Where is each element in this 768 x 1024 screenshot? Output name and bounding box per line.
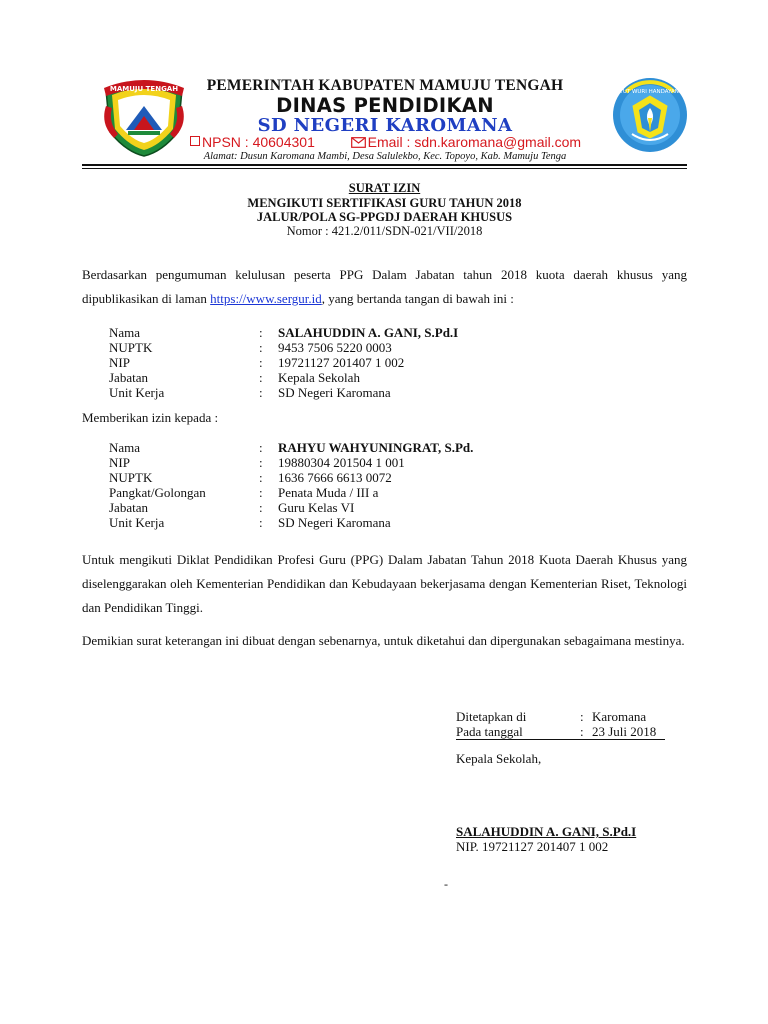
field-value: SALAHUDDIN A. GANI, S.Pd.I xyxy=(278,325,459,340)
signer-name: SALAHUDDIN A. GANI, S.Pd.I xyxy=(456,824,637,839)
field-value: Penata Muda / III a xyxy=(278,485,379,500)
signer-nip: NIP. 19721127 201407 1 002 xyxy=(456,839,609,854)
field-colon: : xyxy=(259,500,263,515)
field-colon: : xyxy=(259,355,263,370)
npsn-item xyxy=(190,134,315,150)
letter-heading: SURAT IZIN xyxy=(348,181,421,195)
email-item xyxy=(351,134,581,150)
field-colon: : xyxy=(259,370,263,385)
tut-wuri-handayani-logo xyxy=(610,76,690,154)
field-label: Unit Kerja xyxy=(109,515,165,530)
field-value: 19880304 201504 1 001 xyxy=(278,455,405,470)
email-text: Email : sdn.karomana@gmail.com xyxy=(367,134,582,150)
field-value: 19721127 201407 1 002 xyxy=(278,355,405,370)
intro-text-1: Berdasarkan pengumuman kelulusan peserta PPG Dalam Jabatan tahun 2018 kuota daerah khusus yang dipublikasikan di laman xyxy=(82,267,687,306)
field-colon: : xyxy=(259,440,263,455)
logo-left-text: MAMUJU TENGAH xyxy=(109,85,179,93)
trailing-mark: - xyxy=(444,877,448,891)
field-value: Guru Kelas VI xyxy=(278,500,355,515)
npsn-text: NPSN : 40604301 xyxy=(202,134,315,150)
field-value: 9453 7506 5220 0003 xyxy=(278,340,392,355)
school-name: SD NEGERI KAROMANA xyxy=(257,115,513,136)
field-colon: : xyxy=(259,340,263,355)
field-label: Nama xyxy=(109,325,141,340)
logo-right-text: TUT WURI HANDAYANI xyxy=(619,89,681,95)
date-label: Pada tanggal xyxy=(456,724,523,739)
field-colon: : xyxy=(259,485,263,500)
date-value: 23 Juli 2018 xyxy=(592,724,657,739)
government-name: PEMERINTAH KABUPATEN MAMUJU TENGAH xyxy=(206,77,564,94)
purpose-paragraph: Untuk mengikuti Diklat Pendidikan Profesi Guru (PPG) Dalam Jabatan Tahun 2018 Kuota Daerah Khusus yang diselenggarakan oleh Kementerian Pendidikan dan Kebudayaan bekerjasama dengan Kementerian Riset, Teknologi dan Pendidikan Tinggi. xyxy=(82,552,687,615)
place-label: Ditetapkan di xyxy=(456,709,527,724)
signer-position: Kepala Sekolah, xyxy=(456,751,542,766)
field-colon: : xyxy=(259,455,263,470)
field-label: Nama xyxy=(109,440,141,455)
field-colon: : xyxy=(259,470,263,485)
field-label: NUPTK xyxy=(109,340,153,355)
letterhead-divider-thin xyxy=(82,168,687,169)
place-colon: : xyxy=(580,709,584,724)
letter-subject-line-2: JALUR/POLA SG-PPGDJ DAERAH KHUSUS xyxy=(256,210,513,224)
field-value: 1636 7666 6613 0072 xyxy=(278,470,392,485)
field-label: Pangkat/Golongan xyxy=(109,485,206,500)
field-label: NIP xyxy=(109,355,130,370)
letterhead-divider-thick xyxy=(82,164,687,166)
field-value: SD Negeri Karomana xyxy=(278,385,391,400)
letter-subject-line-1: MENGIKUTI SERTIFIKASI GURU TAHUN 2018 xyxy=(247,196,522,210)
field-colon: : xyxy=(259,515,263,530)
field-colon: : xyxy=(259,325,263,340)
field-label: Jabatan xyxy=(109,500,148,515)
field-label: Jabatan xyxy=(109,370,148,385)
school-address: Alamat: Dusun Karomana Mambi, Desa Salulekbo, Kec. Topoyo, Kab. Mamuju Tenga xyxy=(203,151,567,162)
envelope-icon xyxy=(351,137,366,148)
sergur-link[interactable]: https://www.sergur.id xyxy=(210,291,322,306)
closing-paragraph: Demikian surat keterangan ini dibuat dengan sebenarnya, untuk diketahui dan dipergunakan sebagaimana mestinya. xyxy=(82,633,685,648)
letter-number: Nomor : 421.2/011/SDN-021/VII/2018 xyxy=(286,224,483,238)
date-colon: : xyxy=(580,724,584,739)
field-value: SD Negeri Karomana xyxy=(278,515,391,530)
intro-text-2: , yang bertanda tangan di bawah ini : xyxy=(321,291,514,306)
field-label: Unit Kerja xyxy=(109,385,165,400)
field-value: Kepala Sekolah xyxy=(278,370,360,385)
field-colon: : xyxy=(259,385,263,400)
field-label: NUPTK xyxy=(109,470,153,485)
grant-label: Memberikan izin kepada : xyxy=(82,410,219,425)
intro-paragraph xyxy=(82,263,687,311)
contact-line xyxy=(190,134,581,150)
field-value: RAHYU WAHYUNINGRAT, S.Pd. xyxy=(278,440,474,455)
place-value: Karomana xyxy=(592,709,647,724)
date-underline xyxy=(456,739,665,740)
field-label: NIP xyxy=(109,455,130,470)
square-bullet-icon xyxy=(190,136,200,146)
office-name: DINAS PENDIDIKAN xyxy=(276,94,494,117)
